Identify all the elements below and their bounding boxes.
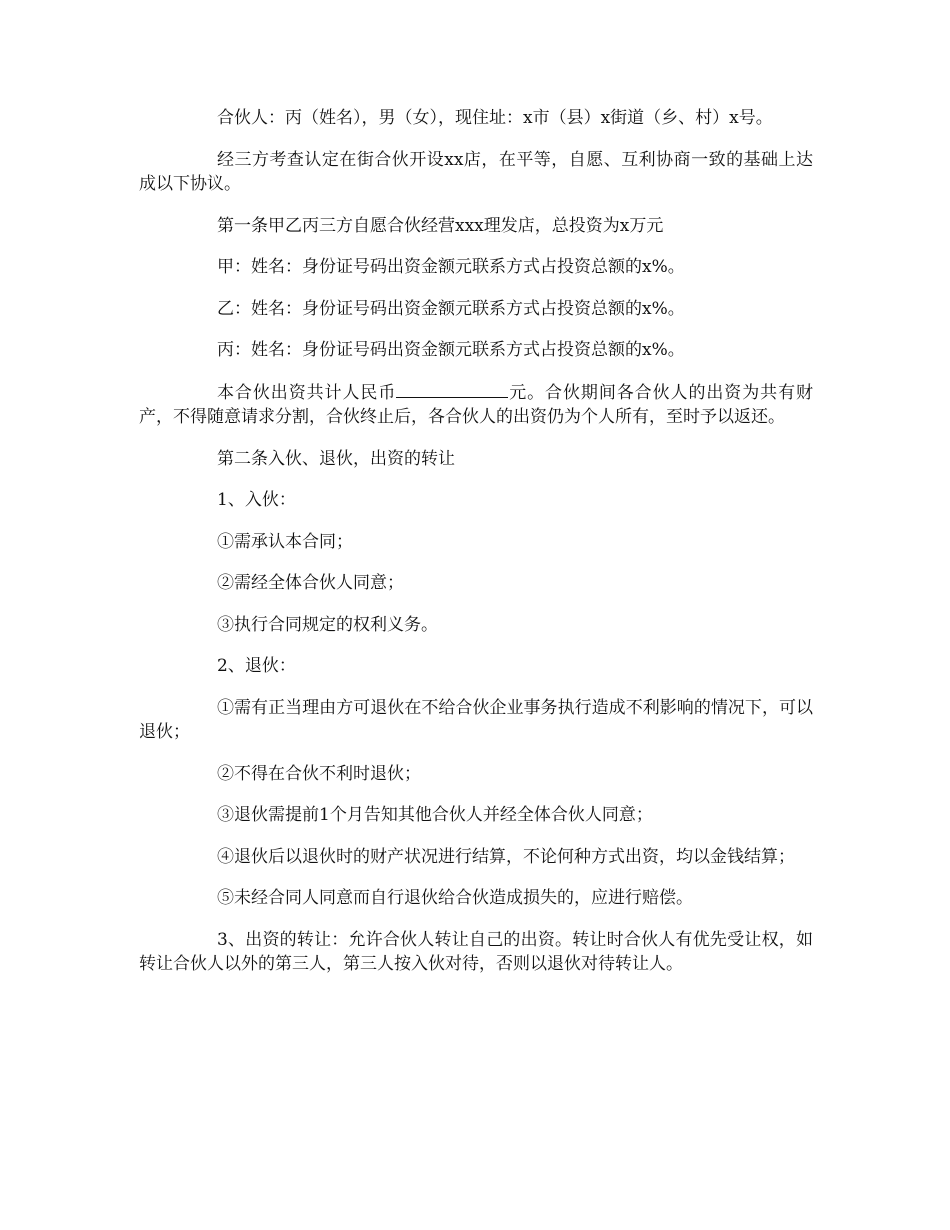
joining-item-1: ①需承认本合同； [217, 531, 353, 552]
capital-paragraph [139, 380, 813, 430]
capital-text-after: 元。合伙期间各合伙人的出资为共有财产，不得随意请求分割，合伙终止后，各合伙人的出资仍为个人所有，至时予以返还。 [139, 382, 814, 427]
capital-transfer-paragraph: 3、出资的转让：允许合伙人转让自己的出资。转让时合伙人有优先受让权，如转让合伙人以外的第三人，第三人按入伙对待，否则以退伙对待转让人。 [139, 929, 813, 974]
partner-c-info: 丙：姓名：身份证号码出资金额元联系方式占投资总额的x%。 [217, 340, 685, 360]
capital-text-before: 本合伙出资共计人民币 [217, 382, 397, 403]
article-2-heading: 第二条入伙、退伙，出资的转让 [217, 448, 455, 469]
joining-item-3: ③执行合同规定的权利义务。 [217, 614, 438, 635]
withdrawal-item-5: ⑤未经合同人同意而自行退伙给合伙造成损失的，应进行赔偿。 [217, 888, 693, 908]
partner-a-info: 甲：姓名：身份证号码出资金额元联系方式占投资总额的x%。 [217, 257, 685, 277]
withdrawal-item-3: ③退伙需提前1个月告知其他合伙人并经全体合伙人同意； [217, 805, 653, 825]
partner-c-address-paragraph: 合伙人：丙（姓名），男（女），现住址：x市（县）x街道（乡、村）x号。 [217, 108, 773, 128]
section-joining-heading: 1、入伙： [217, 490, 296, 510]
document-body [139, 106, 813, 994]
article-1-heading: 第一条甲乙丙三方自愿合伙经营xxx理发店，总投资为x万元 [217, 215, 664, 236]
intro-agreement-paragraph: 经三方考查认定在街合伙开设xx店，在平等，自愿、互利协商一致的基础上达成以下协议。 [139, 149, 813, 194]
withdrawal-item-4: ④退伙后以退伙时的财产状况进行结算，不论何种方式出资，均以金钱结算； [217, 846, 795, 867]
capital-amount-blank [396, 380, 508, 398]
withdrawal-item-2: ②不得在合伙不利时退伙； [217, 763, 421, 784]
partner-b-info: 乙：姓名：身份证号码出资金额元联系方式占投资总额的x%。 [217, 298, 685, 319]
joining-item-2: ②需经全体合伙人同意； [217, 573, 404, 593]
withdrawal-item-1: ①需有正当理由方可退伙在不给合伙企业事务执行造成不利影响的情况下，可以退伙； [139, 697, 813, 742]
section-withdrawal-heading: 2、退伙： [217, 656, 296, 676]
